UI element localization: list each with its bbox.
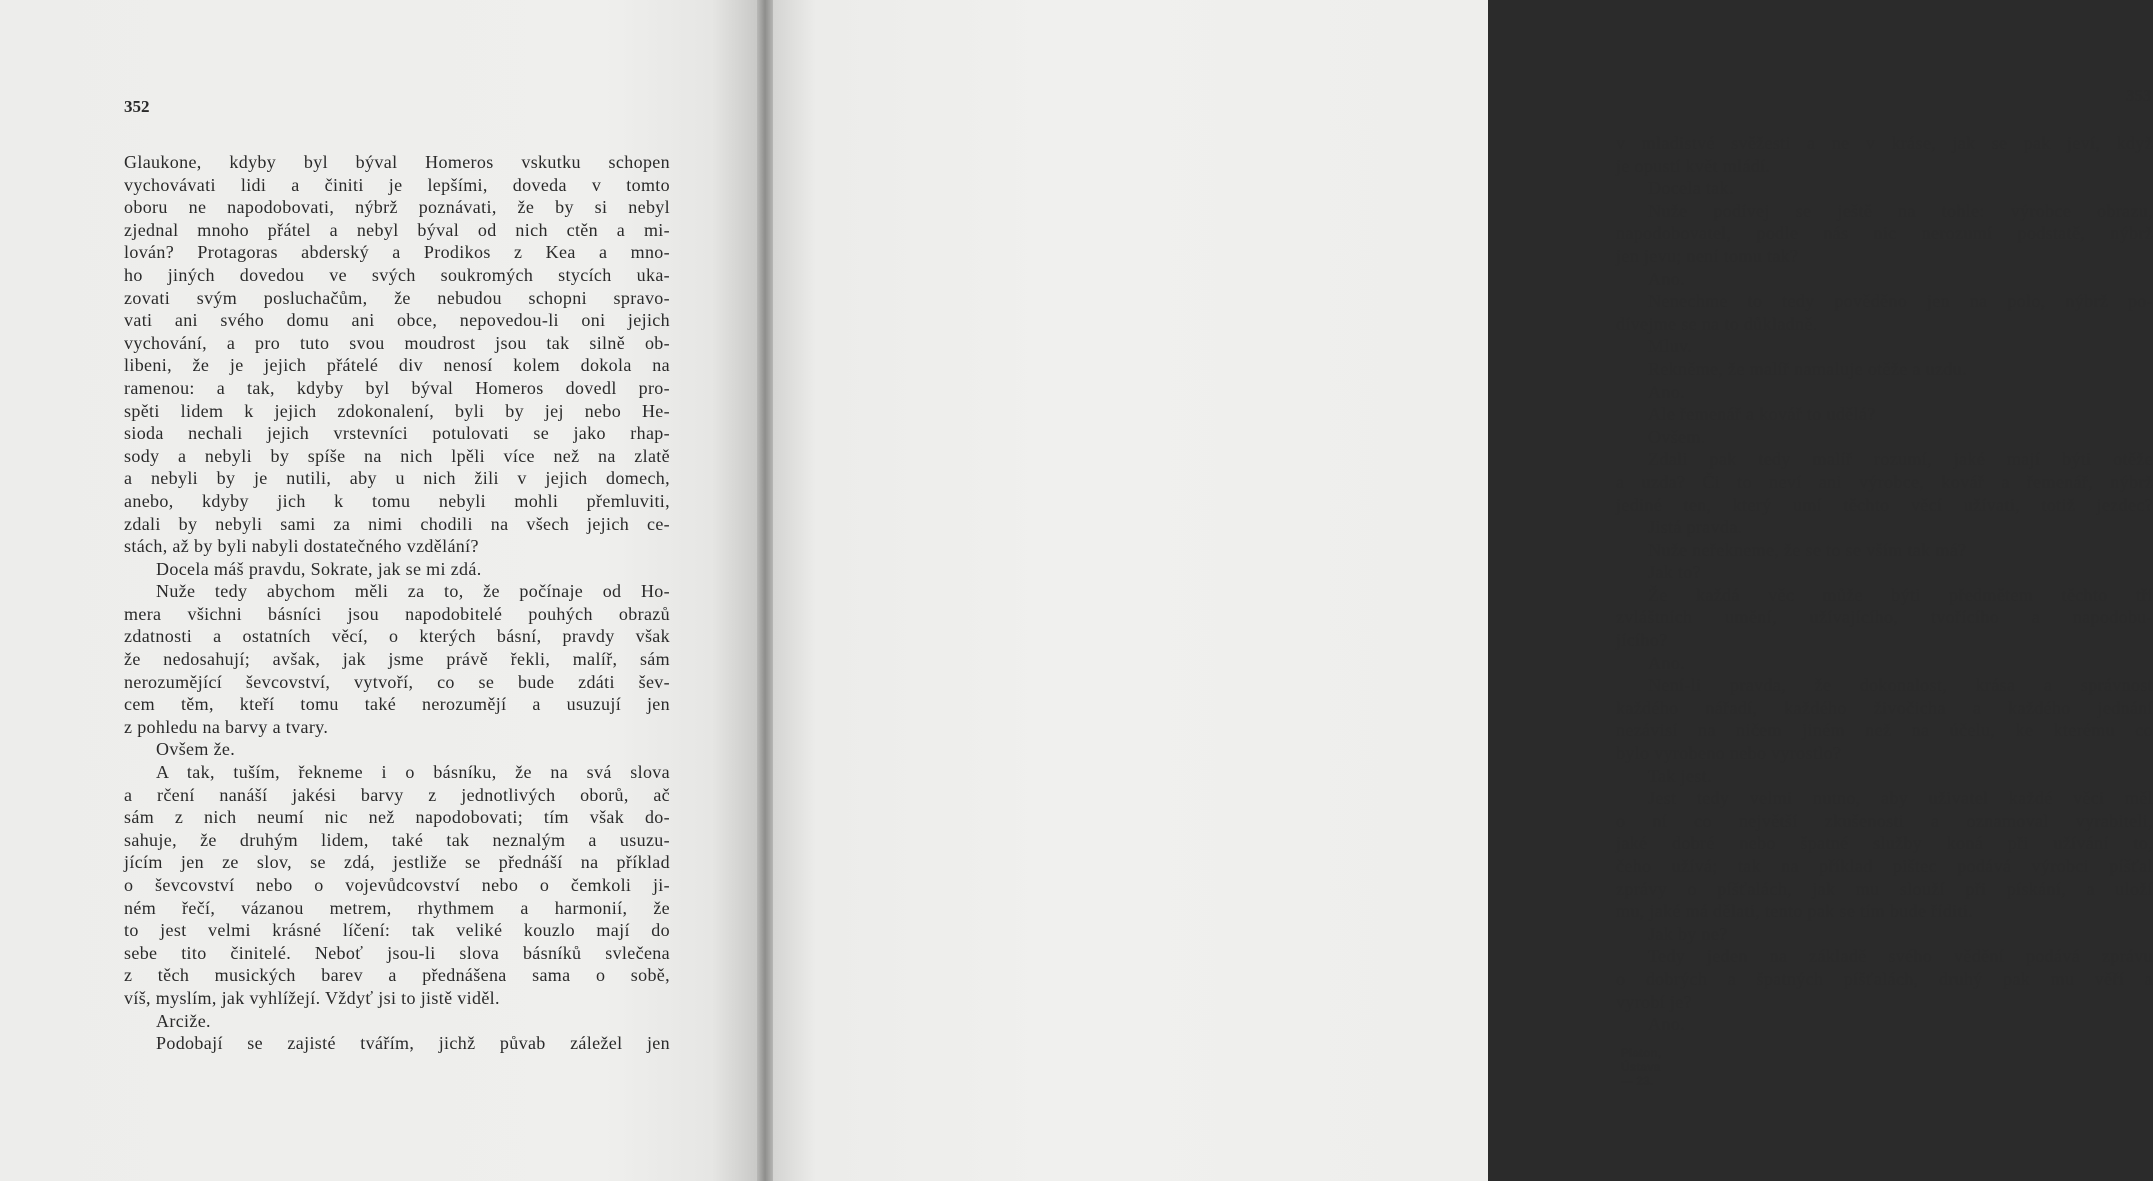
text-line: mera všichni básníci jsou napodobitelé pouhých obrazů bbox=[124, 603, 670, 624]
text-line: zjednal mnoho přátel a nebyl býval od nich ctěn a mi- bbox=[124, 219, 670, 240]
text-line: Jak to? bbox=[1648, 562, 1701, 583]
text-line: libeni, že je jejich přátelé div nenosí kolem dokola na bbox=[124, 355, 670, 376]
text-line: v mladistvé svěžesti a ne v kráse, jak se pak jeví, když bbox=[1616, 133, 2153, 153]
text-line: Arciže. bbox=[156, 1010, 211, 1031]
text-line: Ovšem. bbox=[1648, 426, 1706, 447]
text-line: zdatnosti a ostatních věcí, o kterých básní, pravdy však bbox=[124, 626, 670, 647]
text-line: Podobají se zajisté tvářím, jichž půvab záležel jen bbox=[156, 1033, 670, 1054]
text-line: Nuže tedy abychom měli za to, že počínaje od Ho- bbox=[156, 581, 670, 602]
text-line: Jistá pravda. bbox=[1648, 517, 1743, 538]
text-line: čeho užívá; tak na příklad pištec podává výrobci píšťal bbox=[1616, 856, 2153, 876]
text-line: lován? Protagoras abderský a Prodikos z Kea a mno- bbox=[124, 242, 670, 263]
text-line: o ní co největší zkušenosti a oznamoval vyrabiteli, bbox=[1616, 810, 2153, 831]
text-line: Jest tedy velmi nutno, aby uživatel každé věci měl bbox=[1648, 788, 2153, 809]
text-line: jediné ten, který umí těchto věcí užívati, totiž jezdec? bbox=[1616, 494, 2153, 515]
text-line: o ševcovství nebo o vojevůdcovství nebo o čemkoli ji- bbox=[124, 875, 670, 895]
text-line: Není-li pravda, že dokonalost, krása a správnost bbox=[1648, 675, 2153, 696]
text-line: napodobovatel, podle nás nic nerozumí podstatě, nýbrž bbox=[1616, 223, 2153, 244]
right-page-text bbox=[1616, 132, 2153, 1036]
text-line: sám z nich neumí nic než napodobovati; tím však do- bbox=[124, 807, 670, 828]
book-gutter bbox=[757, 0, 773, 1181]
text-line: bylo vyrobeno nebo vyrostlo? bbox=[1616, 743, 1842, 764]
text-line: jaké dobré nebo špatné služby koná při užívání to, bbox=[1616, 833, 2153, 854]
text-line: Ale řemenář a kovář to udělá? bbox=[1648, 404, 1876, 425]
text-line: mu, jaké má dělati, tento pak se tím bude říditi. bbox=[1616, 901, 1974, 922]
left-page bbox=[0, 0, 757, 1181]
text-line: Jak by ne? bbox=[1648, 923, 1728, 944]
text-line: sioda nechali jejich vrstevníci potulovati se jako rhap- bbox=[124, 423, 670, 444]
text-line: zdali by nebyli sami za nimi chodili na všech jejich ce- bbox=[124, 513, 670, 534]
text-line: sahuje, že druhým lidem, také tak neznalým a usuzu- bbox=[124, 829, 670, 850]
text-line: o dobrých a špatných píšťalách, druhý pak mu věří a bbox=[1616, 968, 2153, 989]
right-page bbox=[773, 0, 2153, 1181]
text-line: oboru ne napodobovati, nýbrž poznávati, že by si nebyl bbox=[124, 197, 670, 218]
text-line: dívejme se na to důkladně. bbox=[1616, 313, 1818, 334]
text-line: stách, až by byli nabyli dostatečného vzdělání? bbox=[124, 536, 479, 557]
text-line: Tedy jeden na základě svého vědění podává zprávu bbox=[1648, 946, 2153, 967]
text-line: Nenechme to tedy pověděno jen na polo, nýbrž po- bbox=[1648, 291, 2153, 312]
text-line: Rekněme, že malíř namaluje otěže a uzdu. bbox=[1648, 358, 1967, 379]
text-line: z těch musických barev a přednášena sama o sobě, bbox=[124, 965, 670, 986]
page-number-right: 353 bbox=[2126, 86, 2152, 105]
page-footer: Platon, Ústava — 23. bbox=[1621, 1046, 1662, 1088]
text-line: cem těm, kteří tomu také nerozumějí a usuzují jen bbox=[124, 694, 670, 715]
text-line: nerozumějící ševcovství, vytvoří, co se bude zdáti šev- bbox=[124, 671, 670, 692]
text-line: anebo, kdyby jich k tomu nebyli mohli přemluviti, bbox=[124, 490, 670, 511]
text-line: Docela tak. bbox=[1648, 178, 1734, 199]
text-line: ramenou: a tak, kdyby byl býval Homeros dovedl pro- bbox=[124, 377, 670, 398]
text-line: Ovšem že. bbox=[156, 739, 236, 760]
text-line: Ano. bbox=[1648, 652, 1685, 673]
text-line: je opustí květ mládí. bbox=[1616, 155, 1771, 176]
text-line: vychovávati lidi a činiti je lepšími, doveda v tomto bbox=[124, 174, 670, 195]
text-line: Docela máš pravdu, Sokrate, jak se mi zdá. bbox=[156, 558, 482, 579]
text-line: a rčení nanáší jakési barvy z jednotlivých oborů, ač bbox=[124, 784, 670, 805]
text-line: to jest velmi krásné líčení: tak veliké kouzlo mají do bbox=[124, 920, 670, 941]
text-line: vati ani svého domu ani obce, nepovedou-li oni jejich bbox=[124, 310, 670, 331]
text-line: ho jiných dovedou ve svých soukromých stycích uka- bbox=[124, 264, 670, 285]
text-line: Ano. bbox=[1648, 381, 1685, 402]
text-line: Že každá věc může býti předmětem těchto tří bbox=[1648, 584, 2153, 605]
text-line: Mluv. bbox=[1648, 336, 1693, 357]
text-line: Zdali pak tedy malíř rozumí, jaké mají býti otěže bbox=[1648, 449, 2153, 470]
text-line: jen jevu; není tomu tak? bbox=[1616, 245, 1799, 266]
text-line: zprávy o píšťalách, jak mu slouží při pískání, a uloží bbox=[1616, 878, 2153, 899]
text-line: Ano. bbox=[1648, 1014, 1685, 1035]
text-line: zovati svým posluchačům, že nebudou schopni spravo- bbox=[124, 287, 670, 308]
text-line: nezávisí na ničem jiném než na účelu, ke kterému co bbox=[1616, 720, 2153, 741]
page-number-left: 352 bbox=[124, 97, 150, 116]
text-line: vychování, a pro tuto svou moudrost jsou tak silně ob- bbox=[124, 332, 670, 353]
text-line: že nedosahují; avšak, jak jsme právě řekli, malíř, sám bbox=[124, 649, 670, 670]
text-line: Ano. bbox=[1648, 268, 1685, 289]
left-page-text bbox=[124, 151, 670, 1055]
text-line: z pohledu na barvy a tvary. bbox=[124, 716, 329, 737]
text-line: každého nářadí, každého živočicha a každého jednání bbox=[1616, 697, 2153, 718]
text-line: vyrobí je? bbox=[1616, 991, 1692, 1012]
text-line: ném řečí, vázanou metrem, rhythmem a harmonií, že bbox=[124, 897, 670, 918]
text-line: jícího? bbox=[1616, 630, 1668, 651]
text-line: a uzda? Či to neví ani výrobce, kovář a řemenář, nýbrž bbox=[1616, 471, 2153, 492]
text-line: Glaukone, kdyby byl býval Homeros vskutku schopen bbox=[124, 152, 670, 172]
text-line: sody a nebyli by spíše na nich lpěli více než na zlatě bbox=[124, 445, 670, 466]
text-line: Tak jest. bbox=[1648, 765, 1712, 786]
text-line: zvláštních umění, užívajícího, tvořícího a napodobu- bbox=[1616, 607, 2153, 628]
text-line: A tak, tuším, řekneme i o básníku, že na svá slova bbox=[156, 762, 670, 783]
text-line: Nuže neřekneme, že se to se vším tak má? bbox=[1648, 539, 1967, 560]
text-line: Nuže podívej se ještě na tohle: výrobce obrazu, bbox=[1648, 200, 2153, 221]
text-line: spěti lidem k jejich zdokonalení, byli by jej nebo He- bbox=[124, 400, 670, 421]
text-line: sebe tito činitelé. Neboť jsou-li slova básníků svlečena bbox=[124, 942, 670, 963]
text-line: jícím jen ze slov, se zdá, jestliže se přednáší na příklad bbox=[124, 852, 670, 873]
text-line: a nebyli by je nutili, aby u nich žili v jejich domech, bbox=[124, 468, 670, 489]
text-line: víš, myslím, jak vyhlížejí. Vždyť jsi to jistě viděl. bbox=[124, 987, 500, 1008]
